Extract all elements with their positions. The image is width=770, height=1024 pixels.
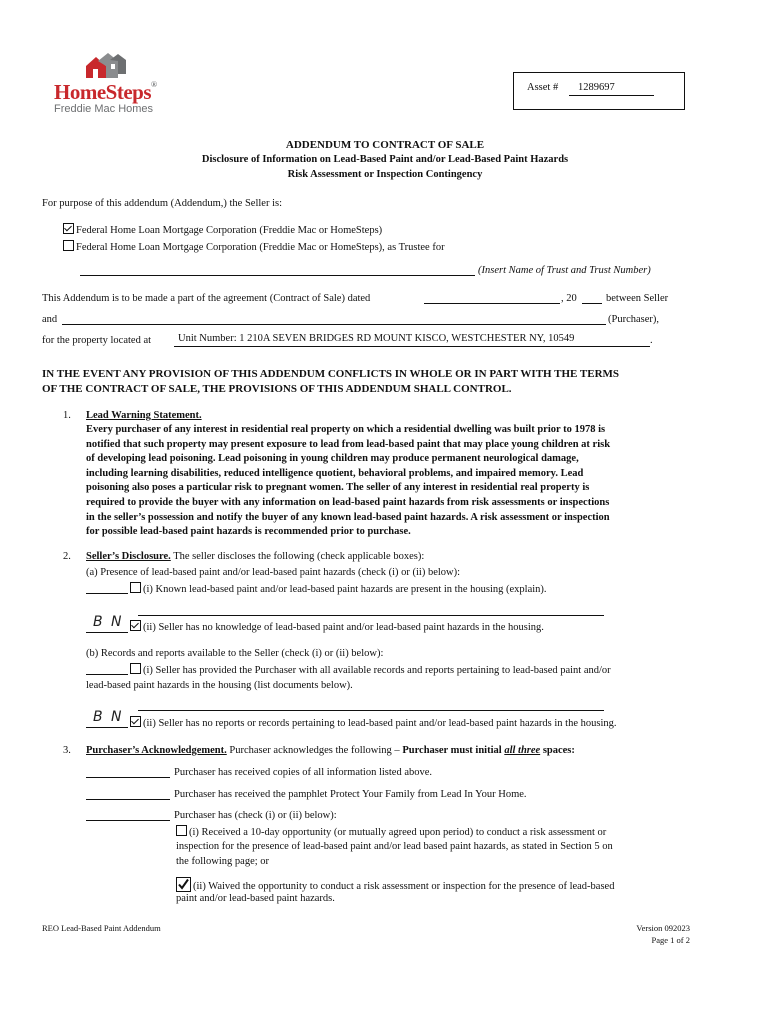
section2a-label: (a) Presence of lead-based paint and/or lead-based paint hazards (check (i) or (ii) below): — [86, 567, 461, 578]
ack-item-2: Purchaser has received the pamphlet Protect Your Family from Lead In Your Home. — [174, 789, 527, 800]
section2b-label: (b) Records and reports available to the Seller (check (i) or (ii) below): — [86, 648, 384, 659]
agreement-text: This Addendum is to be made a part of the agreement (Contract of Sale) dated — [42, 293, 371, 304]
section1-number: 1. — [63, 410, 71, 421]
logo-subtitle: Freddie Mac Homes — [54, 103, 154, 115]
initials-field[interactable] — [86, 632, 128, 633]
ack-item-1: Purchaser has received copies of all information listed above. — [174, 767, 433, 778]
between-seller: between Seller — [606, 293, 669, 304]
year-field[interactable] — [582, 303, 602, 304]
checkbox-icon[interactable] — [63, 240, 74, 251]
initials-field[interactable] — [86, 593, 128, 594]
title-line1: ADDENDUM TO CONTRACT OF SALE — [285, 139, 485, 151]
lead-warning-statement: Every purchaser of any interest in residential real property on which a residential dwelling was built prior to 1978 is notified that such property may present exposure to lead from lead-based paint that may place young children at risk of developing lead poisoning. Lead poisoning in young children may produce permanent neurological damage, including learning disabilities, reduced intelligence quotient, behavioral problems, and impaired memory. Lead poisoning also poses a particular risk to pregnant women. The seller of any interest in residential real property is required to provide the buyer with any information on lead-based paint hazards from risk assessments or inspections in the seller’s possession and notify the buyer of any known lead-based paint hazards. A risk assessment or inspection for possible lead-based paint hazards is recommended prior to purchase. — [86, 424, 611, 538]
explanation-field[interactable] — [138, 615, 604, 616]
logo-brand: HomeSteps — [54, 80, 151, 104]
asset-label: Asset # — [527, 82, 559, 93]
trust-name-field[interactable] — [80, 275, 475, 276]
asset-box — [513, 72, 685, 110]
checkbox-icon[interactable] — [63, 223, 74, 234]
title-line3: Risk Assessment or Inspection Contingency — [287, 169, 483, 180]
and-label: and — [42, 314, 58, 325]
seller-option-freddie-mac[interactable]: Federal Home Loan Mortgage Corporation (Freddie Mac or HomeSteps) — [63, 223, 382, 238]
seller-option-trustee[interactable]: Federal Home Loan Mortgage Corporation (Freddie Mac or HomeSteps), as Trustee for — [63, 240, 445, 255]
section2a-option-i[interactable]: (i) Known lead-based paint and/or lead-based paint hazards are present in the housing (explain). — [130, 582, 547, 597]
asset-number[interactable]: 1289697 — [569, 81, 654, 96]
trust-note: (Insert Name of Trust and Trust Number) — [478, 265, 651, 276]
initials-field[interactable] — [86, 674, 128, 675]
section3-heading-row: Purchaser’s Acknowledgement. Purchaser acknowledges the following – Purchaser must initial all three spaces: — [86, 745, 575, 756]
section3-heading: Purchaser’s Acknowledgement. — [86, 745, 227, 756]
conflict-line1: IN THE EVENT ANY PROVISION OF THIS ADDENDUM CONFLICTS IN WHOLE OR IN PART WITH THE TERMS — [42, 368, 620, 380]
house-icon — [84, 52, 128, 80]
section2b-option-i-cont: lead-based paint hazards in the housing (list documents below). — [86, 680, 353, 691]
footer-left: REO Lead-Based Paint Addendum — [42, 923, 161, 933]
section2b-option-i[interactable]: (i) Seller has provided the Purchaser with all available records and reports pertaining to lead-based paint and/or — [130, 663, 611, 678]
initials-field[interactable] — [86, 727, 128, 728]
section2-heading: Seller’s Disclosure. — [86, 551, 171, 562]
section2a-option-ii[interactable]: (ii) Seller has no knowledge of lead-based paint and/or lead-based paint hazards in the housing. — [130, 620, 544, 635]
checkbox-icon[interactable] — [130, 663, 141, 674]
checkbox-icon[interactable] — [130, 716, 141, 727]
section2-heading-row: Seller’s Disclosure. The seller discloses the following (check applicable boxes): — [86, 551, 425, 562]
seller-initials: B N — [93, 614, 124, 630]
section2-number: 2. — [63, 551, 71, 562]
homesteps-logo: HomeSteps® Freddie Mac Homes — [52, 52, 167, 118]
contract-date-field[interactable] — [424, 303, 560, 304]
purchaser-initials-field[interactable] — [86, 799, 170, 800]
section1-heading: Lead Warning Statement. — [86, 410, 202, 421]
checkbox-icon[interactable] — [130, 620, 141, 631]
purchaser-initials-field[interactable] — [86, 777, 170, 778]
intro-text: For purpose of this addendum (Addendum,) the Seller is: — [42, 198, 283, 209]
purchaser-name-field[interactable] — [62, 324, 606, 325]
footer-version: Version 092023 — [636, 923, 690, 933]
checkbox-icon[interactable] — [130, 582, 141, 593]
section3-number: 3. — [63, 745, 71, 756]
checkmark-icon[interactable] — [176, 877, 191, 892]
seller-initials: B N — [93, 709, 124, 725]
documents-field[interactable] — [138, 710, 604, 711]
section2b-option-ii[interactable]: (ii) Seller has no reports or records pertaining to lead-based paint and/or lead-based paint hazards in the housing. — [130, 716, 617, 731]
property-address[interactable]: Unit Number: 1 210A SEVEN BRIDGES RD MOUNT KISCO, WESTCHESTER NY, 10549 — [174, 332, 650, 347]
ack-option-i[interactable]: (i) Received a 10-day opportunity (or mutually agreed upon period) to conduct a risk assessment or — [176, 825, 606, 840]
year-prefix: , 20 — [561, 293, 577, 304]
ack-option-ii[interactable]: (ii) Waived the opportunity to conduct a risk assessment or inspection for the presence of lead-based — [176, 877, 614, 894]
title-line2: Disclosure of Information on Lead-Based Paint and/or Lead-Based Paint Hazards — [201, 154, 569, 165]
purchaser-label: (Purchaser), — [608, 314, 660, 325]
purchaser-initials-field[interactable] — [86, 820, 170, 821]
footer-page: Page 1 of 2 — [651, 935, 690, 945]
property-label: for the property located at — [42, 335, 152, 346]
conflict-line2: OF THE CONTRACT OF SALE, THE PROVISIONS OF THIS ADDENDUM SHALL CONTROL. — [42, 383, 512, 395]
ack-item-3: Purchaser has (check (i) or (ii) below): — [174, 810, 337, 821]
checkbox-icon[interactable] — [176, 825, 187, 836]
